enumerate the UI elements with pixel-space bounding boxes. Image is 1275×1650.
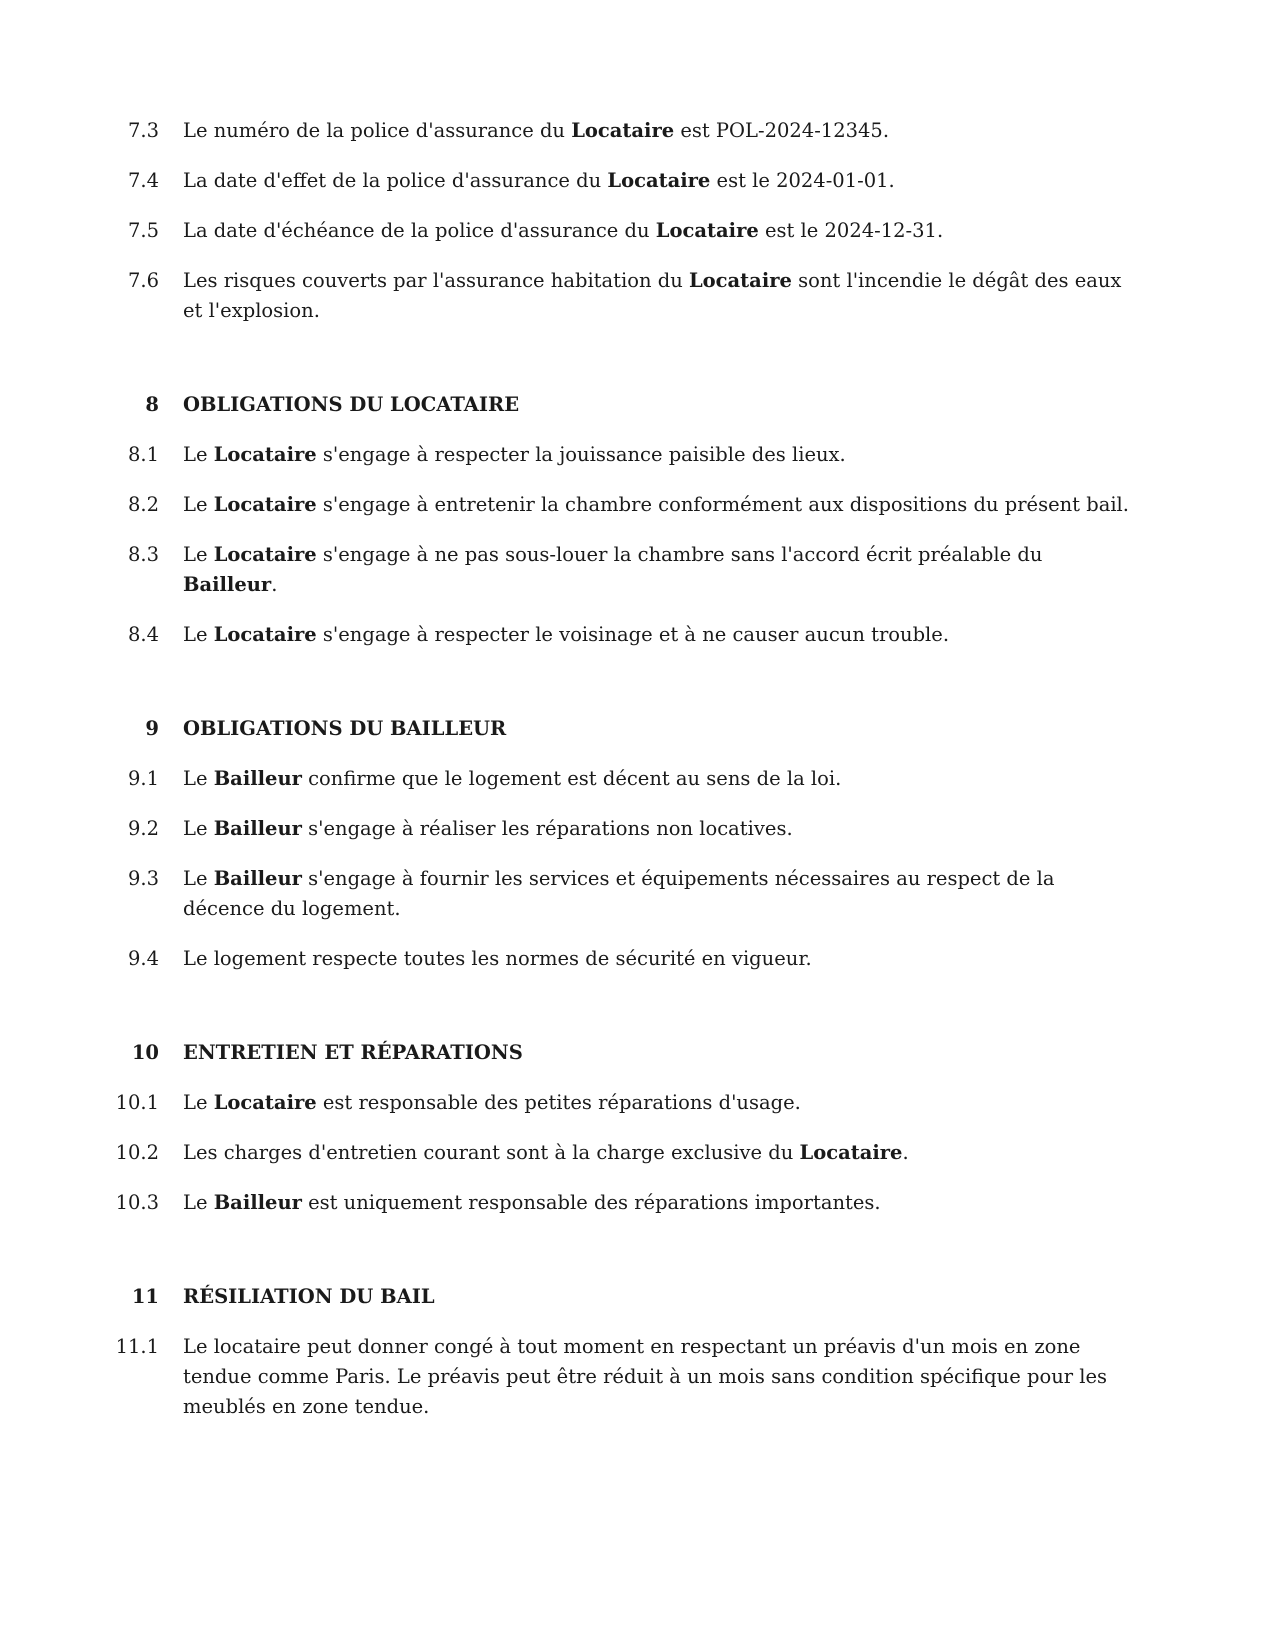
clause-number: 9.3 <box>127 867 159 890</box>
section-11 <box>0 1282 1275 1422</box>
clause-text <box>183 490 1133 520</box>
clause-text-part: Le <box>183 623 214 646</box>
clause-text-part: est le 2024-12-31. <box>758 219 944 242</box>
clause-text-part: est responsable des petites réparations d'usage. <box>316 1091 801 1114</box>
clause-text-part: s'engage à fournir les services et équipements nécessaires au respect de la décence du logement. <box>183 867 1055 920</box>
clause-number: 8.1 <box>127 443 159 466</box>
clause-text-part: Le locataire peut donner congé à tout moment en respectant un préavis d'un mois en zone tendue comme Paris. Le préavis peut être réduit à un mois sans condition spécifique pour les meublés en zone tendue. <box>183 1335 1108 1418</box>
clause-number: 7.4 <box>127 169 159 192</box>
party-name: Locataire <box>213 623 317 646</box>
clause-number: 7.3 <box>127 119 159 142</box>
clause-10-1 <box>0 1088 1275 1118</box>
clause-8-4 <box>0 620 1275 650</box>
clause-number: 8.3 <box>127 543 159 566</box>
section-number: 10 <box>131 1041 159 1064</box>
clause-text <box>183 1188 1133 1218</box>
clause-text-part: s'engage à réaliser les réparations non locatives. <box>301 817 793 840</box>
clause-text <box>183 814 1133 844</box>
clause-text-part: s'engage à ne pas sous-louer la chambre sans l'accord écrit préalable du <box>316 543 1043 566</box>
clause-7-5 <box>0 216 1275 246</box>
clause-text-part: Le <box>183 767 214 790</box>
clause-text <box>183 864 1133 924</box>
clause-text-part: s'engage à respecter le voisinage et à ne causer aucun trouble. <box>316 623 950 646</box>
party-name: Locataire <box>571 119 675 142</box>
clause-text <box>183 440 1133 470</box>
clause-number: 9.4 <box>127 947 159 970</box>
section-number: 11 <box>131 1285 159 1308</box>
party-name: Bailleur <box>213 1191 302 1214</box>
section-heading <box>0 1038 1275 1068</box>
clause-text-part: Le logement respecte toutes les normes de sécurité en vigueur. <box>183 947 812 970</box>
party-name: Locataire <box>688 269 792 292</box>
clause-text <box>183 166 1133 196</box>
clause-text <box>183 620 1133 650</box>
document-body <box>0 116 1275 1442</box>
clause-10-2 <box>0 1138 1275 1168</box>
party-name: Bailleur <box>183 573 272 596</box>
section-title: OBLIGATIONS DU BAILLEUR <box>183 717 507 740</box>
clause-text <box>183 1138 1133 1168</box>
clause-text-part: confirme que le logement est décent au sens de la loi. <box>301 767 842 790</box>
clause-text-part: Le numéro de la police d'assurance du <box>183 119 572 142</box>
clause-number: 10.2 <box>115 1141 159 1164</box>
section-title: OBLIGATIONS DU LOCATAIRE <box>183 393 520 416</box>
clause-8-1 <box>0 440 1275 470</box>
clause-9-4 <box>0 944 1275 974</box>
party-name: Locataire <box>655 219 759 242</box>
clause-text-part: La date d'échéance de la police d'assurance du <box>183 219 656 242</box>
clause-text-part: Le <box>183 817 214 840</box>
clause-8-3 <box>0 540 1275 600</box>
section-10 <box>0 1038 1275 1218</box>
section-number: 8 <box>145 393 159 416</box>
clause-9-1 <box>0 764 1275 794</box>
clause-text-part: est uniquement responsable des réparations importantes. <box>301 1191 881 1214</box>
clause-number: 10.1 <box>115 1091 159 1114</box>
clause-text <box>183 764 1133 794</box>
party-name: Bailleur <box>213 817 302 840</box>
clause-text-part: s'engage à entretenir la chambre conformément aux dispositions du présent bail. <box>316 493 1129 516</box>
section-8 <box>0 390 1275 650</box>
party-name: Bailleur <box>213 867 302 890</box>
clause-text-part: Le <box>183 443 214 466</box>
clause-number: 7.6 <box>127 269 159 292</box>
clause-text <box>183 944 1133 974</box>
clause-text <box>183 116 1133 146</box>
clause-number: 9.2 <box>127 817 159 840</box>
clause-text-part: . <box>902 1141 909 1164</box>
clause-10-3 <box>0 1188 1275 1218</box>
clause-11-1 <box>0 1332 1275 1422</box>
party-name: Locataire <box>213 543 317 566</box>
section-heading <box>0 1282 1275 1312</box>
clause-text-part: s'engage à respecter la jouissance paisible des lieux. <box>316 443 846 466</box>
clause-text <box>183 266 1133 326</box>
party-name: Locataire <box>607 169 711 192</box>
clause-text-part: Le <box>183 867 214 890</box>
clause-text-part: Le <box>183 1191 214 1214</box>
clause-8-2 <box>0 490 1275 520</box>
party-name: Bailleur <box>213 767 302 790</box>
party-name: Locataire <box>799 1141 903 1164</box>
clause-number: 11.1 <box>115 1335 159 1358</box>
party-name: Locataire <box>213 1091 317 1114</box>
party-name: Locataire <box>213 493 317 516</box>
clause-text-part: Les risques couverts par l'assurance habitation du <box>183 269 689 292</box>
clause-number: 7.5 <box>127 219 159 242</box>
clause-text-part: est le 2024-01-01. <box>710 169 895 192</box>
clause-9-2 <box>0 814 1275 844</box>
clause-text <box>183 1332 1133 1422</box>
clause-text-part: sont l'incendie le dégât des eaux et l'explosion. <box>183 269 1122 322</box>
section-title: ENTRETIEN ET RÉPARATIONS <box>183 1041 523 1064</box>
clause-text-part: Le <box>183 493 214 516</box>
clause-text-part: . <box>271 573 278 596</box>
clause-text <box>183 216 1133 246</box>
clause-number: 8.2 <box>127 493 159 516</box>
clause-text-part: Les charges d'entretien courant sont à la charge exclusive du <box>183 1141 800 1164</box>
clause-text-part: La date d'effet de la police d'assurance du <box>183 169 608 192</box>
clause-7-6 <box>0 266 1275 326</box>
clause-text-part: est POL-2024-12345. <box>674 119 890 142</box>
clause-7-3 <box>0 116 1275 146</box>
clause-number: 8.4 <box>127 623 159 646</box>
section-heading <box>0 390 1275 420</box>
section-heading <box>0 714 1275 744</box>
clause-number: 10.3 <box>115 1191 159 1214</box>
party-name: Locataire <box>213 443 317 466</box>
clause-number: 9.1 <box>127 767 159 790</box>
clause-text-part: Le <box>183 543 214 566</box>
clause-text <box>183 540 1133 600</box>
section-title: RÉSILIATION DU BAIL <box>183 1285 435 1308</box>
section-9 <box>0 714 1275 974</box>
clause-7-4 <box>0 166 1275 196</box>
clause-text <box>183 1088 1133 1118</box>
clause-9-3 <box>0 864 1275 924</box>
section-number: 9 <box>145 717 159 740</box>
clause-text-part: Le <box>183 1091 214 1114</box>
